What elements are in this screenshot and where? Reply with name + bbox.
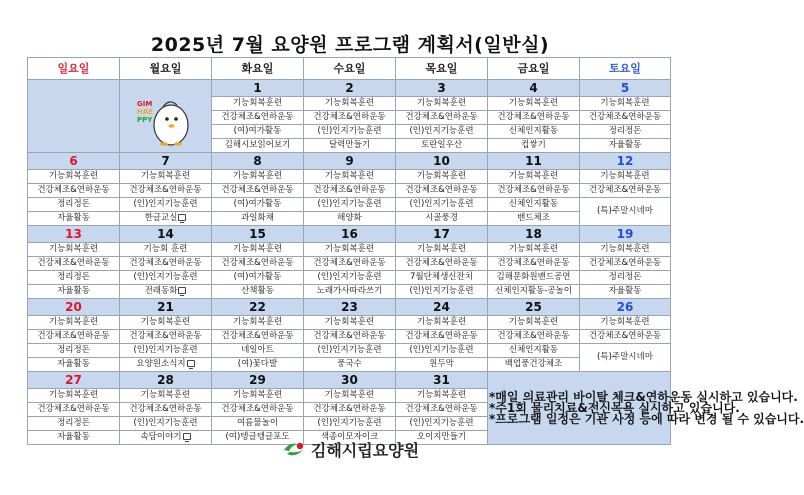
note-line: *매일 의료관리 바이탈 체크&연하운동 실시하고 있습니다. xyxy=(489,389,798,404)
week-1-dates xyxy=(28,80,671,97)
program-cell: 건강체조&연하운동 xyxy=(28,184,120,198)
program-cell: 정리정돈 xyxy=(28,344,120,358)
date-cell: 5 xyxy=(580,80,671,97)
program-cell: 자율활동 xyxy=(28,358,120,372)
program-cell: 기능회복훈련 xyxy=(212,389,304,403)
program-cell: 자율활동 xyxy=(28,212,120,226)
week-3-dates xyxy=(28,226,671,243)
date-cell: 3 xyxy=(396,80,488,97)
date-cell: 19 xyxy=(580,226,671,243)
program-cell: 자율활동 xyxy=(28,285,120,299)
weekday-tuesday: 화요일 xyxy=(212,58,304,80)
program-cell: 건강체조&연하운동 xyxy=(580,257,671,271)
program-cell: 건강체조&연하운동 xyxy=(212,111,304,125)
gimhae-city-logo-icon xyxy=(281,440,307,460)
program-cell: 기능회복훈련 xyxy=(396,316,488,330)
date-cell: 27 xyxy=(28,372,120,389)
weekday-header-row xyxy=(28,58,671,80)
program-cell: 건강체조&연하운동 xyxy=(396,257,488,271)
program-cell: 건강체조&연하운동 xyxy=(304,330,396,344)
week-3-row-3 xyxy=(28,271,671,285)
program-cell: 달력만들기 xyxy=(304,139,396,153)
program-cell: 건강체조&연하운동 xyxy=(28,403,120,417)
footer xyxy=(0,438,700,461)
program-cell: 건강체조&연하운동 xyxy=(120,184,212,198)
date-cell: 10 xyxy=(396,153,488,170)
date-cell: 23 xyxy=(304,299,396,316)
program-cell: 건강체조&연하운동 xyxy=(120,257,212,271)
program-cell: 기능회복훈련 xyxy=(304,97,396,111)
program-cell: 건강체조&연하운동 xyxy=(212,257,304,271)
date-cell: 22 xyxy=(212,299,304,316)
svg-text:GIM: GIM xyxy=(136,100,152,108)
program-cell: (인)인지기능훈련 xyxy=(120,344,212,358)
weekday-monday: 월요일 xyxy=(120,58,212,80)
program-cell: 건강체조&연하운동 xyxy=(488,184,580,198)
program-cell: 기능회복훈련 xyxy=(488,316,580,330)
date-cell: 18 xyxy=(488,226,580,243)
weekday-sunday: 일요일 xyxy=(28,58,120,80)
program-cell: 풍국수 xyxy=(304,358,396,372)
note-line: *주1회 물리치료&전신목욕 실시하고 있습니다. xyxy=(489,400,740,415)
program-cell: 기능회복훈련 xyxy=(28,389,120,403)
program-cell: 건강체조&연하운동 xyxy=(120,330,212,344)
program-cell: 기능회 훈련 xyxy=(120,243,212,257)
program-cell: 건강체조&연하운동 xyxy=(396,184,488,198)
program-cell: 원두막 xyxy=(396,358,488,372)
program-cell xyxy=(120,212,212,226)
date-cell: 29 xyxy=(212,372,304,389)
program-cell: (인)인지기능훈련 xyxy=(120,198,212,212)
tv-icon xyxy=(178,287,186,294)
program-cell: 여름물놀이 xyxy=(212,417,304,431)
program-cell: (인)인지기능훈련 xyxy=(304,125,396,139)
program-cell: (인)인지기능훈련 xyxy=(396,198,488,212)
week-3-row-4 xyxy=(28,285,671,299)
program-cell: 기능회복훈련 xyxy=(212,97,304,111)
footer-name: 김해시립요양원 xyxy=(310,441,420,460)
week-2-row-3 xyxy=(28,198,671,212)
program-text: 전래동화 xyxy=(144,286,178,296)
program-cell: 김해시보읽어보기 xyxy=(212,139,304,153)
date-cell: 20 xyxy=(28,299,120,316)
program-cell: (여)여가활동 xyxy=(212,125,304,139)
program-cell: 자율활동 xyxy=(28,431,120,445)
date-cell: 8 xyxy=(212,153,304,170)
weekday-thursday: 목요일 xyxy=(396,58,488,80)
program-cell: 컵쌓기 xyxy=(488,139,580,153)
program-cell: 기능회복훈련 xyxy=(304,170,396,184)
program-cell: 건강체조&연하운동 xyxy=(580,330,671,344)
program-cell: (인)인지기능훈련 xyxy=(396,285,488,299)
week-3-row-2 xyxy=(28,257,671,271)
program-cell xyxy=(120,358,212,372)
svg-text:PPY: PPY xyxy=(136,116,152,124)
program-cell: 신체인지활동-공놀이 xyxy=(488,285,580,299)
program-cell: 자율활동 xyxy=(580,285,671,299)
program-cell: 기능회복훈련 xyxy=(120,389,212,403)
svg-text:HAE: HAE xyxy=(136,108,153,116)
program-cell: 기능회복훈련 xyxy=(488,243,580,257)
program-cell: 기능회복훈련 xyxy=(580,170,671,184)
date-cell: 11 xyxy=(488,153,580,170)
empty-cell xyxy=(28,80,120,153)
program-cell: 정리정돈 xyxy=(580,271,671,285)
program-cell xyxy=(120,285,212,299)
program-cell: 정리정돈 xyxy=(28,198,120,212)
date-cell: 26 xyxy=(580,299,671,316)
date-cell: 2 xyxy=(304,80,396,97)
program-cell: 건강체조&연하운동 xyxy=(488,257,580,271)
program-cell: 기능회복훈련 xyxy=(396,170,488,184)
program-cell: 기능회복훈련 xyxy=(28,316,120,330)
notes-cell xyxy=(488,372,804,445)
week-2-row-1 xyxy=(28,170,671,184)
program-cell: 건강체조&연하운동 xyxy=(212,184,304,198)
date-cell: 24 xyxy=(396,299,488,316)
program-cell: 건강체조&연하운동 xyxy=(488,111,580,125)
week-4-row-4 xyxy=(28,358,671,372)
weekday-wednesday: 수요일 xyxy=(304,58,396,80)
program-cell: (특)주말시네마 xyxy=(580,344,671,372)
weekday-saturday: 토요일 xyxy=(580,58,671,80)
program-cell: 기능회복훈련 xyxy=(488,170,580,184)
program-cell: (인)인지기능훈련 xyxy=(120,417,212,431)
tv-icon xyxy=(178,214,186,221)
program-cell: 기능회복훈련 xyxy=(120,170,212,184)
program-cell: 기능회복훈련 xyxy=(120,316,212,330)
program-cell: (인)인지기능훈련 xyxy=(304,271,396,285)
program-cell: 네일아트 xyxy=(212,344,304,358)
date-cell: 9 xyxy=(304,153,396,170)
program-cell: 기능회복훈련 xyxy=(28,170,120,184)
program-cell: 기능회복훈련 xyxy=(396,97,488,111)
program-cell: 건강체조&연하운동 xyxy=(304,403,396,417)
program-cell: 건강체조&연하운동 xyxy=(212,330,304,344)
week-2-dates xyxy=(28,153,671,170)
program-cell: 기능회복훈련 xyxy=(212,243,304,257)
mascot-icon xyxy=(133,83,199,149)
program-cell: 자율활동 xyxy=(580,139,671,153)
program-cell: 정리정돈 xyxy=(28,271,120,285)
program-cell: 김해문화원밴드공연 xyxy=(488,271,580,285)
program-cell: 밴드체조 xyxy=(488,212,580,226)
date-cell: 21 xyxy=(120,299,212,316)
program-cell: 기능회복훈련 xyxy=(488,97,580,111)
date-cell: 1 xyxy=(212,80,304,97)
program-cell: 정리정돈 xyxy=(580,125,671,139)
program-cell: (인)인지기능훈련 xyxy=(396,417,488,431)
program-cell: 신체인지활동 xyxy=(488,344,580,358)
program-cell: 기능회복훈련 xyxy=(304,243,396,257)
date-cell: 31 xyxy=(396,372,488,389)
program-cell: (인)인지기능훈련 xyxy=(396,344,488,358)
program-cell: 기능회복훈련 xyxy=(396,389,488,403)
program-cell: 기능회복훈련 xyxy=(28,243,120,257)
program-cell: 기능회복훈련 xyxy=(304,316,396,330)
program-cell: 토란일우산 xyxy=(396,139,488,153)
program-cell: 색종이모자이크 xyxy=(304,431,396,445)
program-cell: 산책활동 xyxy=(212,285,304,299)
date-cell: 17 xyxy=(396,226,488,243)
program-cell: (인)인지기능훈련 xyxy=(120,271,212,285)
program-cell: 노래가사따라쓰기 xyxy=(304,285,396,299)
date-cell: 14 xyxy=(120,226,212,243)
program-cell: 신체인지활동 xyxy=(488,198,580,212)
program-cell: 건강체조&연하운동 xyxy=(120,403,212,417)
program-cell: 백업풍건강체조 xyxy=(488,358,580,372)
program-cell: 시골풍경 xyxy=(396,212,488,226)
program-cell: 해양화 xyxy=(304,212,396,226)
week-4-row-3 xyxy=(28,344,671,358)
program-cell: 건강체조&연하운동 xyxy=(28,330,120,344)
program-cell: 정리정돈 xyxy=(28,417,120,431)
program-cell: 건강체조&연하운동 xyxy=(396,111,488,125)
program-cell: (인)인지기능훈련 xyxy=(304,344,396,358)
program-cell: (인)인지기능훈련 xyxy=(304,417,396,431)
date-cell: 4 xyxy=(488,80,580,97)
weekday-friday: 금요일 xyxy=(488,58,580,80)
program-text: 요양원소식지 xyxy=(136,359,186,369)
week-4-row-1 xyxy=(28,316,671,330)
program-text: 속담이야기 xyxy=(140,432,182,442)
week-5-dates xyxy=(28,372,671,389)
program-cell: (여)텡글텡글포도 xyxy=(212,431,304,445)
program-cell: 건강체조&연하운동 xyxy=(304,184,396,198)
date-cell: 12 xyxy=(580,153,671,170)
week-2-row-2 xyxy=(28,184,671,198)
date-cell: 16 xyxy=(304,226,396,243)
program-cell: 건강체조&연하운동 xyxy=(304,111,396,125)
program-calendar xyxy=(27,57,804,445)
program-text: 한글교실 xyxy=(144,213,178,223)
program-cell: 건강체조&연하운동 xyxy=(580,184,671,198)
program-cell: 신체인지활동 xyxy=(488,125,580,139)
week-3-row-1 xyxy=(28,243,671,257)
date-cell: 25 xyxy=(488,299,580,316)
program-cell: 기능회복훈련 xyxy=(580,316,671,330)
program-cell: 건강체조&연하운동 xyxy=(304,257,396,271)
program-cell: (여)여가활동 xyxy=(212,271,304,285)
program-cell: 기능회복훈련 xyxy=(212,170,304,184)
program-cell: 기능회복훈련 xyxy=(396,243,488,257)
program-cell: (인)인지기능훈련 xyxy=(304,198,396,212)
note-line: *프로그램 일정은 기관 사정 등에 따라 변경 될 수 있습니다. xyxy=(489,411,804,426)
program-cell: (여)꽃다발 xyxy=(212,358,304,372)
program-cell: 과일화채 xyxy=(212,212,304,226)
program-cell: (특)주말시네마 xyxy=(580,198,671,226)
program-cell: 7월단체생신잔치 xyxy=(396,271,488,285)
date-cell: 28 xyxy=(120,372,212,389)
week-2-row-4 xyxy=(28,212,671,226)
program-cell: 기능회복훈련 xyxy=(212,316,304,330)
date-cell: 6 xyxy=(28,153,120,170)
program-cell: 건강체조&연하운동 xyxy=(28,257,120,271)
program-cell: 건강체조&연하운동 xyxy=(396,403,488,417)
program-cell: 건강체조&연하운동 xyxy=(580,111,671,125)
program-cell: 오이지만들기 xyxy=(396,431,488,445)
mascot-cell xyxy=(120,80,212,153)
program-cell: 기능회복훈련 xyxy=(304,389,396,403)
week-4-dates xyxy=(28,299,671,316)
program-cell: (인)인지기능훈련 xyxy=(396,125,488,139)
program-cell: 건강체조&연하운동 xyxy=(488,330,580,344)
date-cell: 30 xyxy=(304,372,396,389)
date-cell: 7 xyxy=(120,153,212,170)
date-cell: 13 xyxy=(28,226,120,243)
date-cell: 15 xyxy=(212,226,304,243)
program-cell: (여)여가활동 xyxy=(212,198,304,212)
program-cell: 기능회복훈련 xyxy=(580,97,671,111)
program-cell: 건강체조&연하운동 xyxy=(212,403,304,417)
page-title: 2025년 7월 요양원 프로그램 계획서(일반실) xyxy=(150,34,550,56)
program-cell: 건강체조&연하운동 xyxy=(396,330,488,344)
week-4-row-2 xyxy=(28,330,671,344)
program-cell: 기능회복훈련 xyxy=(580,243,671,257)
tv-icon xyxy=(187,360,195,367)
